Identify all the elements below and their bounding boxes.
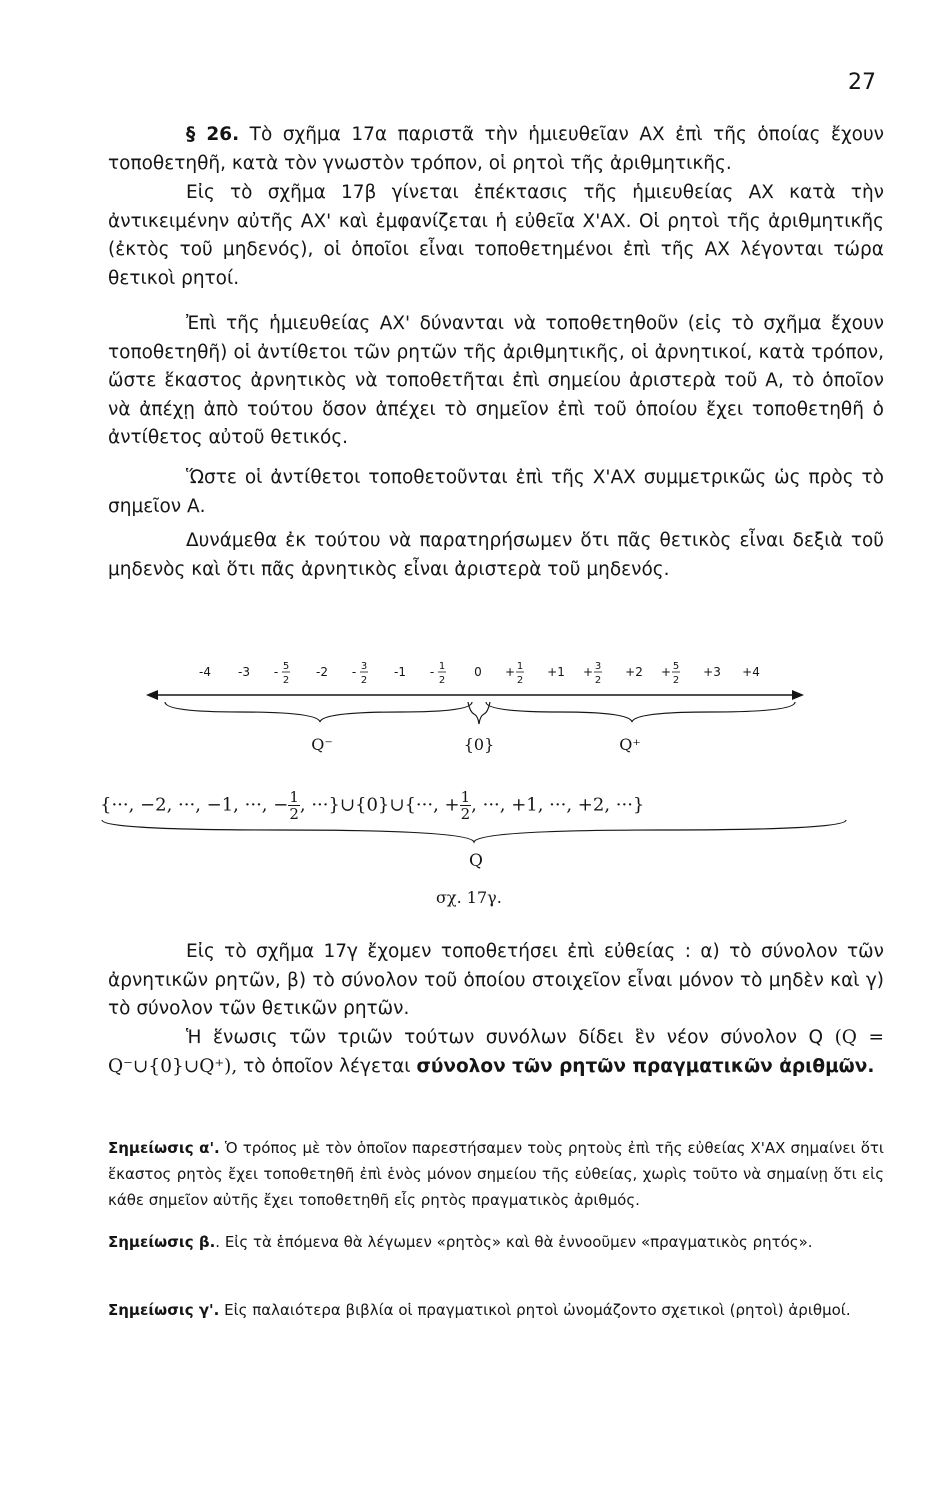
- note-title: Σημείωσις γ'.: [108, 1301, 220, 1319]
- paragraph-negatives: [108, 310, 884, 453]
- tick-text: +1: [547, 665, 565, 679]
- tick-text: -: [351, 665, 357, 679]
- paragraph-text: τὸ ὁποῖον λέγεται: [243, 1055, 411, 1077]
- brace-positives: [486, 702, 795, 722]
- paragraph-figure-17g: [108, 938, 884, 1024]
- tick-text: 2: [594, 675, 602, 686]
- set-part: , ···}∪{0}∪{···, +: [299, 794, 460, 816]
- tick-label: [238, 665, 250, 679]
- tick-text: -: [429, 665, 435, 679]
- paragraph-symmetry: [108, 464, 884, 521]
- definition-term: σύνολον τῶν ρητῶν πραγματικῶν ἀριθμῶν.: [416, 1055, 875, 1077]
- tick-text: 1: [516, 661, 524, 672]
- note-text: Εἰς παλαιότερα βιβλία οἱ πραγματικοὶ ρητοὶ ὠνομάζοντο σχετικοὶ (ρητοὶ) ἀριθμοί.: [224, 1301, 851, 1319]
- tick-text: -2: [316, 665, 328, 679]
- fraction-denominator: 2: [289, 805, 299, 823]
- tick-label: [625, 665, 643, 679]
- tick-label: [505, 661, 524, 686]
- tick-text: 3: [594, 661, 602, 672]
- note-gamma: [108, 1297, 884, 1323]
- paragraph-text: Εἰς τὸ σχῆμα 17γ ἔχομεν τοποθετήσει ἐπὶ εὐθείας : α) τὸ σύνολον τῶν ἀρνητικῶν ρητῶν, β) τὸ σύνολον τοῦ ὁποίου στοιχεῖον εἶναι μόνον τὸ μηδὲν καὶ γ) τὸ σύνολον τῶν θετικῶν ρητῶν.: [108, 941, 884, 1019]
- paragraph-text: Ἡ ἕνωσις τῶν τριῶν τούτων συνόλων δίδει ἓν νέον σύνολον Q: [186, 1027, 824, 1048]
- tick-text: 2: [672, 675, 680, 686]
- fraction-numerator: 1: [289, 788, 299, 806]
- paragraph-positive-right: [108, 527, 884, 584]
- note-alpha: [108, 1135, 884, 1213]
- tick-text: +: [504, 665, 516, 679]
- set-part: {···, −2, ···, −1, ···, −: [100, 794, 289, 816]
- tick-text: 5: [672, 661, 680, 672]
- paragraph-text: Ἐπὶ τῆς ἡμιευθείας ΑΧ' δύνανται νὰ τοποθετηθοῦν (εἰς τὸ σχῆμα ἔχουν τοποθετηθῆ) οἱ ἀντίθετοι τῶν ρητῶν τῆς ἀριθμητικῆς, οἱ ἀρνητικοί, κατὰ τρόπον, ὥστε ἕκαστος ἀρνητικὸς νὰ τοποθετῆται ἐπὶ σημείου ἀριστερὰ τοῦ Α, τὸ ὁποῖον νὰ ἀπέχῃ ἀπὸ τούτου ὅσον ἀπέχει τὸ σημεῖον ἐπὶ τοῦ ὁποίου ἔχει τοποθετηθῆ ὁ ἀντίθετος αὐτοῦ θετικός.: [108, 313, 884, 448]
- union-brace-figure: [0, 816, 938, 876]
- paragraph-text: Ὥστε οἱ ἀντίθετοι τοποθετοῦνται ἐπὶ τῆς Χ'ΑΧ συμμετρικῶς ὡς πρὸς τὸ σημεῖον Α.: [108, 467, 884, 517]
- tick-label: [274, 661, 290, 686]
- tick-text: +3: [703, 665, 721, 679]
- tick-text: +: [660, 665, 672, 679]
- figure-caption: σχ. 17γ.: [436, 888, 502, 907]
- brace-label-negatives: Q⁻: [311, 735, 333, 754]
- tick-label: [199, 665, 211, 679]
- tick-text: 3: [360, 661, 368, 672]
- tick-text: -1: [394, 665, 406, 679]
- paragraph-text: Τὸ σχῆμα 17α παριστᾶ τὴν ἡμιευθεῖαν ΑΧ ἐπὶ τῆς ὁποίας ἔχουν τοποθετηθῆ, κατὰ τὸν γνωστὸν τρόπον, οἱ ρητοὶ τῆς ἀριθμητικῆς.: [108, 124, 885, 174]
- tick-label: [474, 665, 482, 679]
- tick-text: 0: [474, 665, 482, 679]
- tick-label: [394, 665, 406, 679]
- note-text: . Εἰς τὰ ἑπόμενα θὰ λέγωμεν «ρητὸς» καὶ θὰ ἐννοοῦμεν «πραγματικὸς ρητός».: [215, 1233, 813, 1251]
- tick-label: [430, 661, 446, 686]
- fraction-numerator: 1: [460, 788, 471, 806]
- tick-label: [703, 665, 721, 679]
- number-line-figure: [0, 650, 938, 770]
- paragraph-extension: [108, 179, 884, 293]
- paragraph-text: Δυνάμεθα ἐκ τούτου νὰ παρατηρήσωμεν ὅτι πᾶς θετικὸς εἶναι δεξιὰ τοῦ μηδενὸς καὶ ὅτι πᾶς ἀρνητικὸς εἶναι ἀριστερὰ τοῦ μηδενός.: [108, 530, 884, 580]
- brace-label-zero: {0}: [463, 735, 495, 754]
- union-equation: (Q = Q⁻∪{0}∪Q⁺),: [108, 1027, 884, 1077]
- union-label: Q: [469, 851, 483, 871]
- tick-text: -4: [199, 665, 211, 679]
- fraction-denominator: 2: [460, 805, 471, 823]
- paragraph-union: [108, 1024, 884, 1081]
- note-title: Σημείωσις α'.: [108, 1139, 220, 1157]
- tick-label: [583, 661, 602, 686]
- tick-label: [661, 661, 680, 686]
- section-mark: § 26.: [186, 124, 240, 145]
- brace-zero: [468, 702, 490, 724]
- right-arrowhead-icon: [792, 690, 804, 700]
- brace-negatives: [165, 702, 472, 722]
- note-title: Σημείωσις β.: [108, 1233, 216, 1251]
- brace-union: [102, 820, 846, 842]
- tick-label: [742, 665, 760, 679]
- tick-text: 2: [282, 675, 290, 686]
- brace-label-positives: Q⁺: [619, 735, 641, 754]
- note-text: Ὁ τρόπος μὲ τὸν ὁποῖον παρεστήσαμεν τοὺς ρητοὺς ἐπὶ τῆς εὐθείας Χ'ΑΧ σημαίνει ὅτι ἕκαστος ρητὸς ἔχει τοποθετηθῆ ἐπὶ ἑνὸς μόνον σημείου τῆς εὐθείας, χωρὶς τοῦτο νὰ σημαίνῃ ὅτι εἰς κάθε σημεῖον αὐτῆς ἔχει τοποθετηθῆ εἷς ρητὸς πραγματικὸς ἀριθμός.: [108, 1139, 884, 1209]
- tick-text: 1: [438, 661, 446, 672]
- tick-text: 2: [516, 675, 524, 686]
- tick-text: -3: [238, 665, 250, 679]
- paragraph-section-26: [108, 121, 884, 178]
- note-beta: [108, 1229, 884, 1255]
- tick-label: [547, 665, 565, 679]
- tick-text: +: [582, 665, 594, 679]
- page-number: 27: [848, 70, 876, 95]
- tick-text: +2: [625, 665, 643, 679]
- tick-text: 2: [438, 675, 446, 686]
- tick-label: [316, 665, 328, 679]
- tick-text: -: [273, 665, 279, 679]
- paragraph-text: Εἰς τὸ σχῆμα 17β γίνεται ἐπέκτασις τῆς ἡμιευθείας ΑΧ κατὰ τὴν ἀντικειμένην αὐτῆς ΑΧ' καὶ ἐμφανίζεται ἡ εὐθεῖα Χ'ΑΧ. Οἱ ρητοὶ τῆς ἀριθμητικῆς (ἐκτὸς τοῦ μηδενός), οἱ ὁποῖοι εἶναι τοποθετημένοι ἐπὶ τῆς ΑΧ λέγονται τώρα θετικοὶ ρητοί.: [108, 182, 884, 289]
- tick-label: [352, 661, 368, 686]
- tick-text: 5: [282, 661, 290, 672]
- tick-text: +4: [742, 665, 760, 679]
- tick-labels: [199, 661, 760, 686]
- tick-text: 2: [360, 675, 368, 686]
- set-part: , ···, +1, ···, +2, ···}: [471, 794, 645, 816]
- left-arrowhead-icon: [146, 690, 158, 700]
